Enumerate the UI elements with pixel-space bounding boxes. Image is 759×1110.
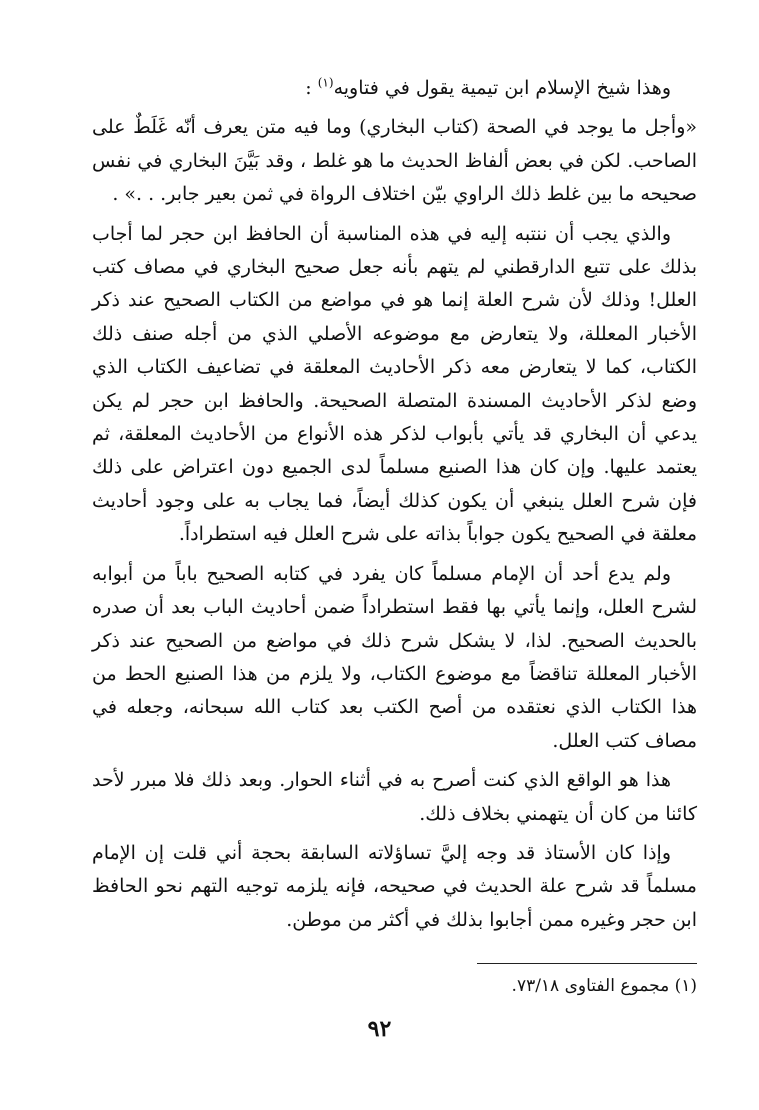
paragraph-intro — [92, 72, 697, 105]
footnote — [92, 974, 697, 998]
paragraph-3: ولم يدع أحد أن الإمام مسلماً كان يفرد في كتابه الصحيح باباً من أبوابه لشرح العلل، وإنما يأتي بها فقط استطراداً ضمن أحاديث الباب بعد أن صدره بالحديث الصحيح. لذا، لا يشكل شرح ذلك في مواضع من الصحيح عند ذكر الأخبار المعللة تناقضاً مع موضوع الكتاب، ولا يلزم من هذا الصنيع الحط من هذا الكتاب الذي نعتقده من أصح الكتب بعد كتاب الله سبحانه، وجعله في مصاف كتب العلل. — [92, 562, 697, 752]
paragraph-5: وإذا كان الأستاذ قد وجه إليَّ تساؤلاته السابقة بحجة أني قلت إن الإمام مسلماً قد شرح علة الحديث في صحيحه، فإنه يلزمه توجيه التهم نحو الحافظ ابن حجر وغيره ممن أجابوا بذلك في أكثر من موطن. — [92, 841, 697, 931]
footnote-number: (١) — [674, 976, 697, 996]
paragraph-quote: «وأجل ما يوجد في الصحة (كتاب البخاري) وما فيه متن يعرف أنّه غَلَطٌ على الصاحب. لكن في بعض ألفاظ الحديث ما هو غلط ، وقد بَيَّنَ البخاري في نفس صحيحه ما بين غلط ذلك الراوي بيّن اختلاف الرواة في ثمن بعير جابر. . .» . — [92, 116, 697, 206]
intro-text: وهذا شيخ الإسلام ابن تيمية يقول في فتاويه — [333, 77, 671, 99]
paragraph-4: هذا هو الواقع الذي كنت أصرح به في أثناء الحوار. وبعد ذلك فلا مبرر لأحد كائنا من كان أن يتهمني بخلاف ذلك. — [92, 769, 697, 825]
paragraph-2: والذي يجب أن ننتبه إليه في هذه المناسبة أن الحافظ ابن حجر لما أجاب بذلك على تتبع الدارقطني لم يتهم بأنه جعل صحيح البخاري في مصاف كتب العلل! وذلك لأن شرح العلة إنما هو في مواضع من الكتاب الصحيح عند ذكر الأخبار المعللة، ولا يتعارض مع موضوعه الأصلي الذي من أجله صنف ذلك الكتاب، كما لا يتعارض معه ذكر الأحاديث المعلقة في تضاعيف الكتاب الذي وضع لذكر الأحاديث المسندة المتصلة الصحيحة. والحافظ ابن حجر لم يكن يدعي أن البخاري قد يأتي بأبواب لذكر هذه الأنواع من الأحاديث المعلقة، ثم يعتمد عليها. وإن كان هذا الصنيع مسلماً لدى الجميع دون اعتراض على ذلك فإن شرح العلل ينبغي أن يكون كذلك أيضاً، فما يجاب به على وجود أحاديث معلقة في الصحيح يكون جواباً بذاته على شرح العلل فيه استطراداً. — [92, 222, 697, 546]
footnote-text: مجموع الفتاوى ٧٣/١٨. — [511, 976, 670, 996]
intro-colon: : — [305, 77, 312, 99]
page-number: ٩٢ — [367, 1016, 392, 1042]
footnote-reference: (١) — [317, 75, 334, 90]
footnote-divider — [477, 963, 697, 964]
body-text — [92, 72, 697, 943]
